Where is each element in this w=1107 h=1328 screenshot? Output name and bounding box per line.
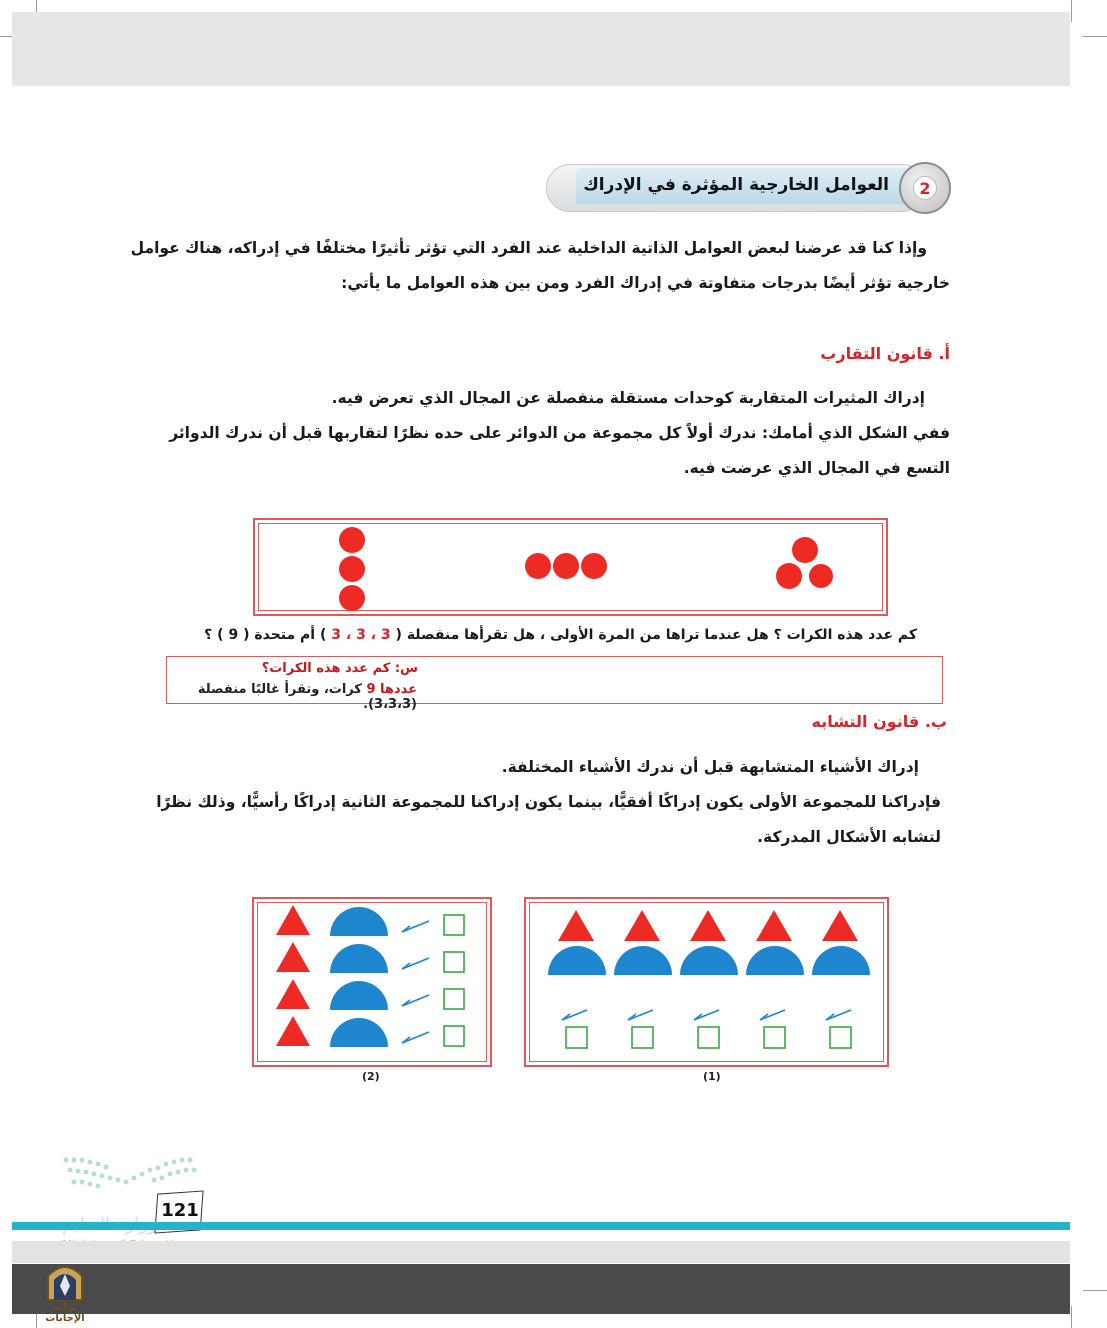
circle-cluster-1: [792, 537, 818, 563]
similarity-line-3: لتشابه الأشكال المدركة.: [757, 828, 941, 846]
footer-grey-bar: [12, 1241, 1070, 1263]
proximity-line-3: التسع في المجال الذي عرضت فيه.: [683, 459, 950, 477]
circle-horizontal-3: [581, 553, 607, 579]
crop-mark: [1071, 0, 1072, 22]
similarity-line-2: فإدراكنا للمجموعة الأولى يكون إدراكًا أفقيًّا، بينما يكون إدراكنا للمجموعة الثانية إدراكًا رأسيًّا، وذلك نظرًا: [156, 793, 941, 811]
portal-logo: [34, 1256, 96, 1322]
intro-line-2: خارجية تؤثر أيضًا بدرجات متفاوتة في إدراك الفرد ومن بين هذه العوامل ما يأتي:: [341, 274, 950, 292]
figure-2-row-2: [276, 942, 464, 973]
crop-mark: [1083, 1290, 1107, 1291]
similarity-figure-2-shapes: [254, 899, 490, 1065]
figure-1-squares: [566, 1027, 851, 1048]
answer-q-label: س:: [394, 661, 418, 676]
answer-text-line: [167, 682, 417, 712]
circle-cluster-2: [776, 563, 802, 589]
answer-q-text: كم عدد هذه الكرات؟: [261, 661, 391, 676]
proximity-figure: [253, 518, 888, 616]
answer-box: [166, 656, 943, 712]
similarity-line-1: إدراك الأشياء المتشابهة قبل أن ندرك الأشياء المختلفة.: [501, 758, 919, 776]
footer-teal-bar: [12, 1222, 1070, 1230]
figure-1-caption: (1): [703, 1070, 721, 1083]
section-title: العوامل الخارجية المؤثرة في الإدراك: [583, 175, 889, 195]
portal-label: بوابة الإجابات: [45, 1302, 85, 1324]
proximity-line-1: إدراك المثيرات المتقاربة كوحدات مستقلة منفصلة عن المجال الذي تعرض فيه.: [331, 389, 925, 407]
similarity-figure-1: [524, 897, 889, 1067]
circle-vertical-1: [339, 527, 365, 553]
question-numbers: 3 ، 3 ، 3: [331, 627, 391, 643]
proximity-circles: [255, 520, 886, 614]
section-number: 2: [913, 176, 937, 200]
figure-2-row-4: [276, 1016, 464, 1047]
circle-horizontal-2: [553, 553, 579, 579]
circle-vertical-3: [339, 585, 365, 611]
section-header: [546, 162, 951, 214]
crop-mark: [1083, 36, 1107, 37]
footer-dark-bar: [12, 1264, 1070, 1314]
proximity-line-2: ففي الشكل الذي أمامك: ندرك أولاً كل مجموعة من الدوائر على حده نظرًا لتقاربها قبل أن ندرك الدوائر: [169, 424, 950, 442]
figure-1-triangles: [558, 910, 858, 941]
crop-mark: [1071, 1306, 1072, 1328]
question-part-b: ) أم متحدة ( 9 ) ؟: [204, 627, 327, 643]
circle-horizontal-1: [525, 553, 551, 579]
similarity-figure-1-shapes: [526, 899, 887, 1065]
portal-logo-icon: [34, 1256, 96, 1306]
top-band: [12, 12, 1070, 86]
figure-2-caption: (2): [362, 1070, 380, 1083]
proximity-heading: أ. قانون التقارب: [820, 344, 950, 363]
similarity-figure-2: [252, 897, 492, 1067]
circle-vertical-2: [339, 556, 365, 582]
figure-1-semicircles: [548, 946, 870, 975]
answer-numbers: (3،3،3).: [363, 697, 417, 712]
answer-text-2: كرات، وتقرأ غالبًا منفصلة: [197, 682, 362, 697]
proximity-question: [157, 627, 917, 643]
circle-cluster-3: [809, 564, 833, 588]
figure-2-row-1: [276, 905, 464, 936]
intro-line-1: وإذا كنا قد عرضنا لبعض العوامل الذاتية الداخلية عند الفرد التي تؤثر تأثيرًا مختلفًا في إدراكه، هناك عوامل: [130, 239, 927, 257]
question-part-a: كم عدد هذه الكرات ؟ هل عندما تراها من المرة الأولى ، هل تقرأها منفصلة (: [395, 627, 917, 643]
section-number-badge: [899, 162, 951, 214]
page-number: 121: [161, 1200, 199, 1221]
answer-question-line: [262, 661, 418, 676]
figure-1-arrows: [562, 1010, 851, 1020]
figure-2-row-3: [276, 979, 464, 1010]
similarity-heading: ب. قانون التشابه: [811, 712, 947, 731]
answer-text-1: عددها 9: [366, 682, 417, 697]
